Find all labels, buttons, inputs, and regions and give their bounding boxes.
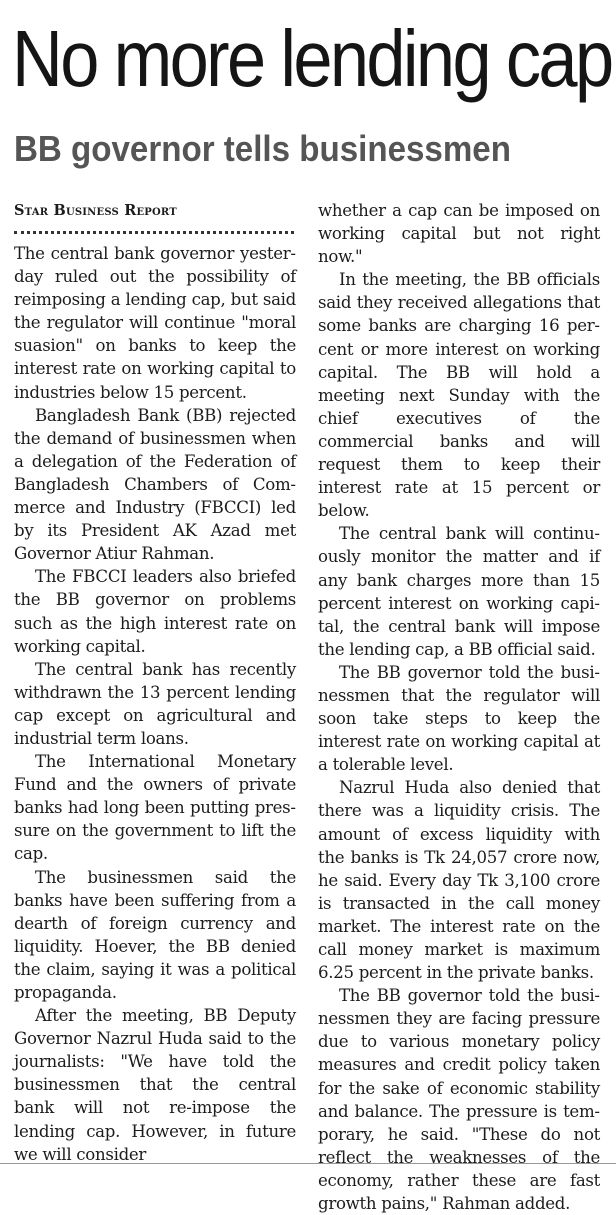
article-column-left [14,201,296,1166]
paragraph: The BB governor told the businessmen they are facing pressure due to various monetary policy measures and credit policy taken for the sake of economic stability and balance. The pressure is temporary, he said. "These do not reflect the weaknesses of the economy, rather these are fast growth pains," Rahman added. [318,986,600,1214]
paragraph: The central bank has recently withdrawn the 13 percent lending cap except on agricultural and industrial term loans. [14,659,296,748]
subheadline: BB governor tells businessmen [14,128,511,169]
paragraph: whether a cap can be imposed on working capital but not right now." [318,201,600,267]
byline-dotted-rule [14,231,294,234]
headline: No more lending cap [12,14,612,103]
paragraph: The FBCCI leaders also briefed the BB governor on problems such as the high interest rate on working capital. [14,567,296,656]
paragraph: The businessmen said the banks have been suffering from a dearth of foreign currency and liquidity. Hoever, the BB denied the claim, saying it was a political propaganda. [14,867,296,1002]
paragraph: The central bank will continuously monitor the matter and if any bank charges more than 15 percent interest on working capital, the central bank will impose the lending cap, a BB official said. [318,524,600,659]
bottom-divider [0,1163,616,1164]
byline: Star Business Report [14,202,177,219]
paragraph: The central bank governor yesterday ruled out the possibility of reimposing a lending cap, but said the regulator will continue "moral suasion" on banks to keep the interest rate on working capital to industries below 15 percent. [14,244,296,402]
paragraph: In the meeting, the BB officials said they received allegations that some banks are charging 16 percent or more interest on working capital. The BB will hold a meeting next Sunday with the chief executives of the commercial banks and will request them to keep their interest rate at 15 percent or below. [318,270,600,521]
paragraph: After the meeting, BB Deputy Governor Nazrul Huda said to the journalists: "We have told the businessmen that the central bank will not re-impose the lending cap. However, in future we will consider [14,1006,296,1164]
paragraph: Bangladesh Bank (BB) rejected the demand of businessmen when a delegation of the Federation of Bangladesh Chambers of Commerce and Industry (FBCCI) led by its President AK Azad met Governor Atiur Rahman. [14,405,296,564]
paragraph: The BB governor told the businessmen that the regulator will soon take steps to keep the interest rate on working capital at a tolerable level. [318,662,600,775]
paragraph: The International Monetary Fund and the owners of private banks had long been putting pressure on the government to lift the cap. [14,752,296,864]
article-column-right [318,199,600,1215]
paragraph: Nazrul Huda also denied that there was a liquidity crisis. The amount of excess liquidity with the banks is Tk 24,057 crore now, he said. Every day Tk 3,100 crore is transacted in the call money market. The interest rate on the call money market is maximum 6.25 percent in the private banks. [318,778,600,983]
